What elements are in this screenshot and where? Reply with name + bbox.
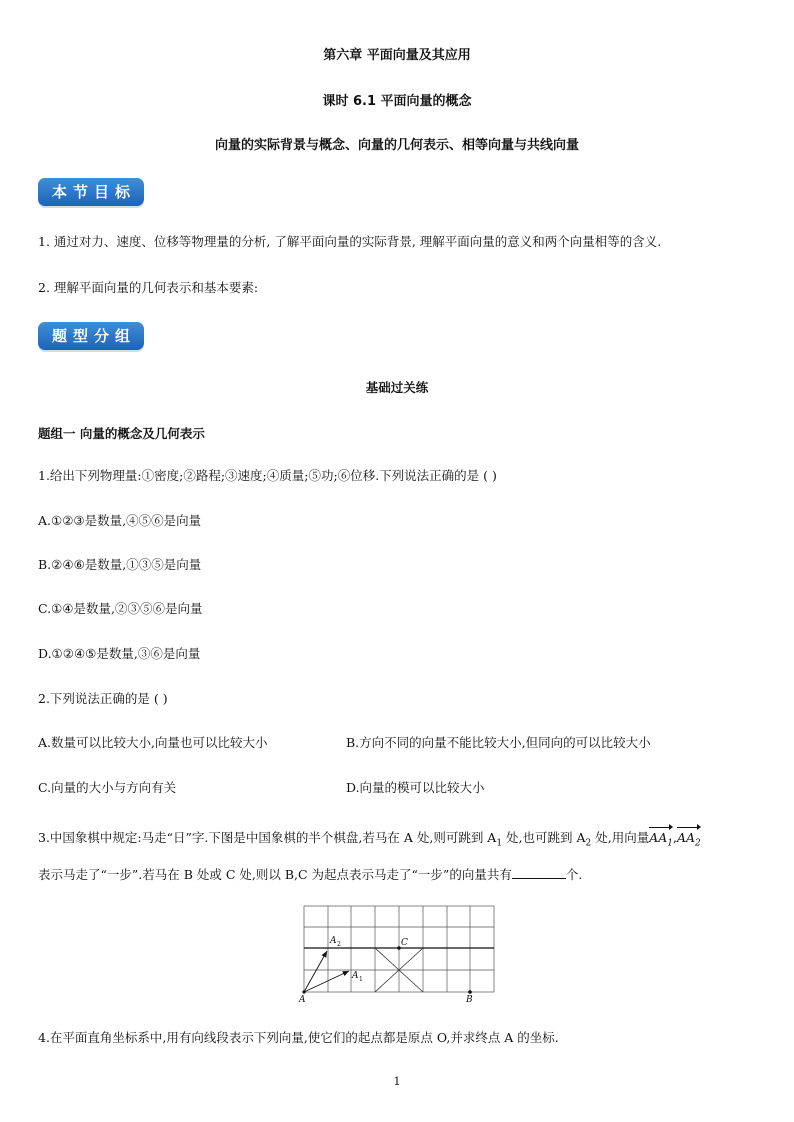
point-b xyxy=(468,990,472,994)
goals-badge: 本节目标 xyxy=(38,178,144,206)
q2-stem: 2.下列说法正确的是 ( ) xyxy=(38,691,168,706)
q1-option-d: D.①②④⑤是数量,③⑥是向量 xyxy=(38,646,201,661)
label-a2-sub: 2 xyxy=(337,941,341,948)
label-a1-sub: 1 xyxy=(359,976,363,983)
goal-item-2: 2. 理解平面向量的几何表示和基本要素: xyxy=(38,280,259,295)
q3-sub-1: 1 xyxy=(496,838,503,849)
lesson-subtitle: 向量的实际背景与概念、向量的几何表示、相等向量与共线向量 xyxy=(214,138,579,153)
label-b: B xyxy=(466,995,473,1005)
section-title: 基础过关练 xyxy=(365,380,429,395)
arrow-a-to-a1 xyxy=(304,971,349,992)
vector-aa1 xyxy=(649,830,673,852)
vector-aa2 xyxy=(677,830,701,852)
group-title: 题组一 向量的概念及几何表示 xyxy=(38,426,205,441)
q3-line-2 xyxy=(38,866,582,883)
q1-option-b: B.②④⑥是数量,①③⑤是向量 xyxy=(38,557,202,572)
q1-stem: 1.给出下列物理量:①密度;②路程;③速度;④质量;⑤功;⑥位移.下列说法正确的是 ( ) xyxy=(38,468,497,483)
chessboard-figure xyxy=(296,900,502,1006)
groups-badge: 题型分组 xyxy=(38,322,144,350)
label-c: C xyxy=(401,938,408,948)
vector-aa1-label: AA xyxy=(649,830,668,845)
q2-option-d: D.向量的模可以比较大小 xyxy=(346,780,485,795)
q1-option-a: A.①②③是数量,④⑤⑥是向量 xyxy=(38,513,202,528)
arrow-a-to-a2 xyxy=(304,951,327,992)
vector-aa1-sub: 1 xyxy=(667,838,673,849)
chapter-title: 第六章 平面向量及其应用 xyxy=(323,48,471,63)
point-a xyxy=(302,990,305,993)
lesson-title: 课时 6.1 平面向量的概念 xyxy=(322,94,472,109)
goal-item-1: 1. 通过对力、速度、位移等物理量的分析, 了解平面向量的实际背景, 理解平面向量的意义和两个向量相等的含义. xyxy=(38,234,662,249)
label-a2: A xyxy=(330,936,337,946)
q3-line-1 xyxy=(38,830,701,852)
q3-text-1: 3.中国象棋中规定:马走“日”字.下图是中国象棋的半个棋盘,若马在 A 处,则可跳到 A xyxy=(38,830,497,845)
label-a1: A xyxy=(352,971,359,981)
q2-option-a: A.数量可以比较大小,向量也可以比较大小 xyxy=(38,735,268,750)
q3-text-2: 处,也可跳到 A xyxy=(502,830,586,845)
q3-comma: , xyxy=(673,830,677,845)
q4-stem: 4.在平面直角坐标系中,用有向线段表示下列向量,使它们的起点都是原点 O,并求终点 A 的坐标. xyxy=(38,1030,559,1045)
vector-aa2-label: AA xyxy=(676,830,696,845)
q3-text-4: 表示马走了“一步”.若马在 B 处或 C 处,则以 B,C 为起点表示马走了“一步”的向量共有 xyxy=(38,867,512,882)
label-a: A xyxy=(299,995,306,1005)
q1-option-c: C.①④是数量,②③⑤⑥是向量 xyxy=(38,601,203,616)
q2-option-b: B.方向不同的向量不能比较大小,但同向的可以比较大小 xyxy=(346,735,651,750)
page-number: 1 xyxy=(393,1075,401,1088)
q2-option-c: C.向量的大小与方向有关 xyxy=(38,780,177,795)
q3-text-5: 个. xyxy=(565,867,583,882)
q3-sub-2: 2 xyxy=(585,838,592,849)
vector-aa2-sub: 2 xyxy=(695,838,701,849)
q3-text-3: 处,用向量 xyxy=(591,830,650,845)
answer-blank[interactable] xyxy=(512,866,566,879)
